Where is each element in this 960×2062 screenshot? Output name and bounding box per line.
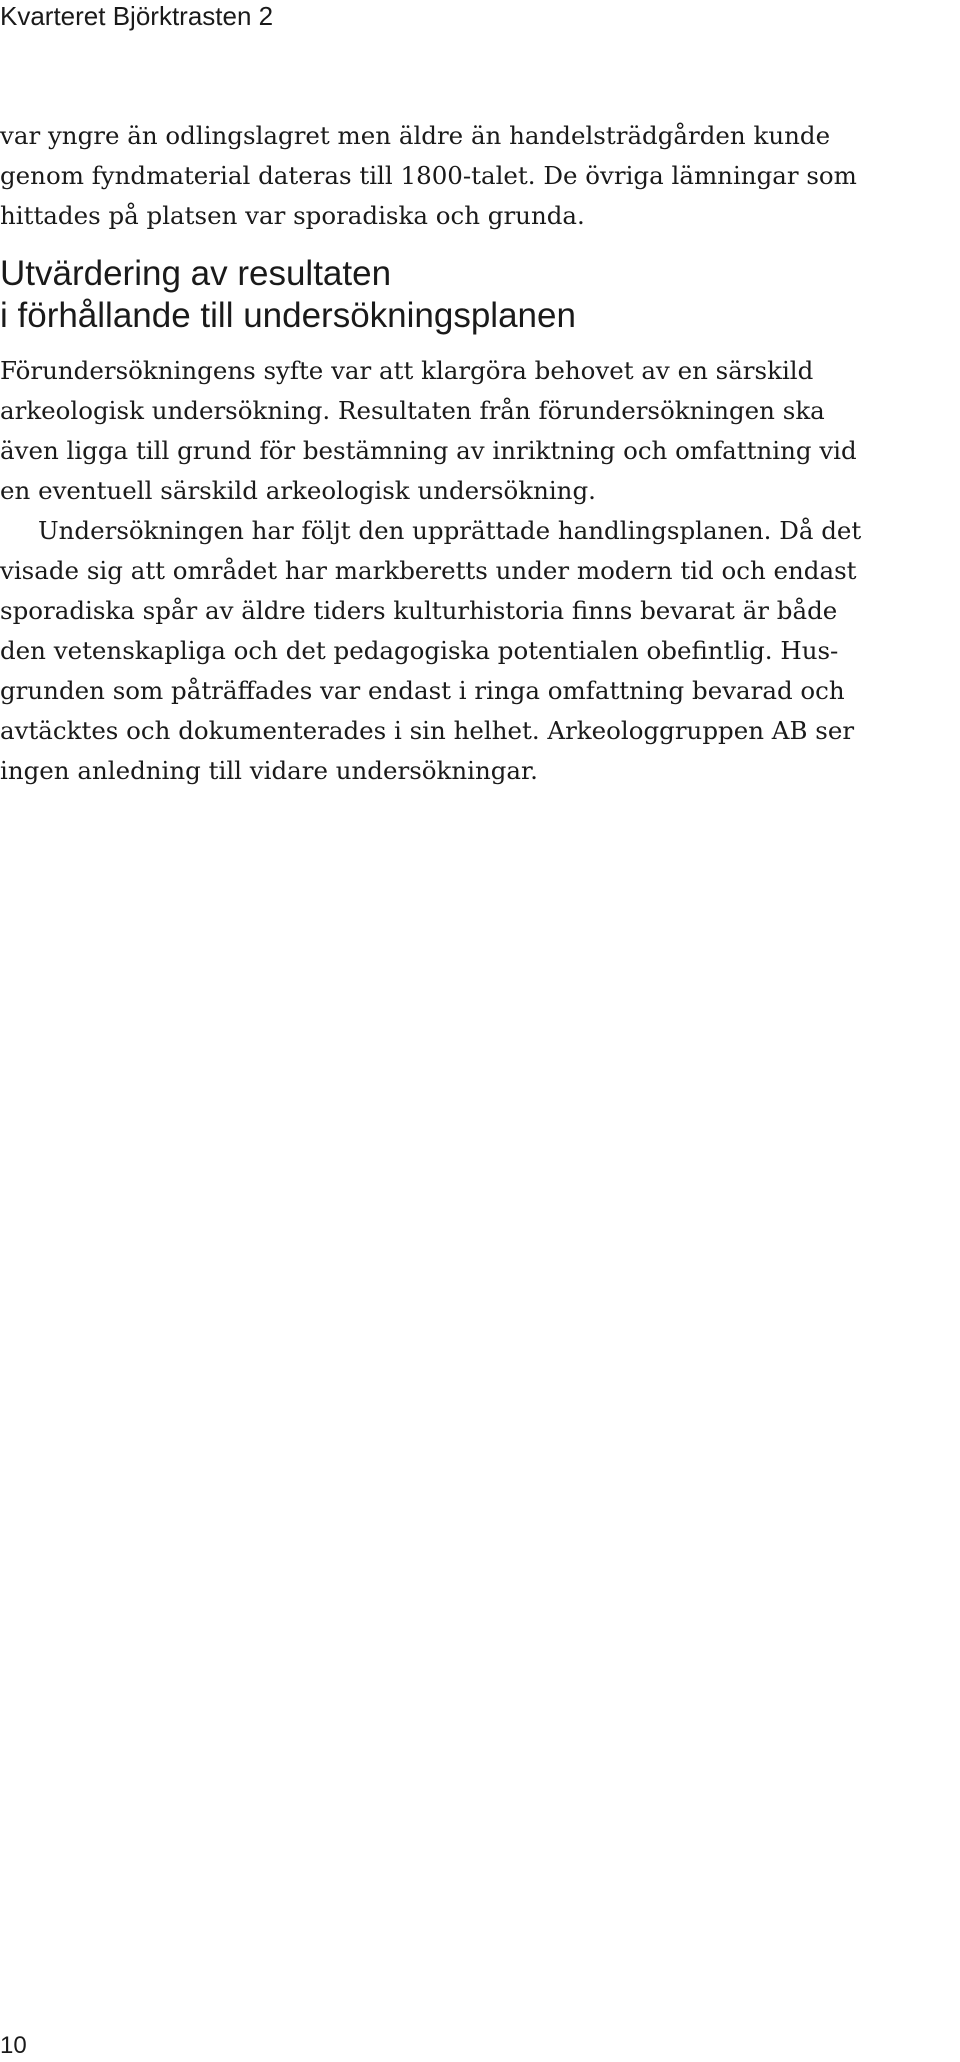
paragraph-line: även ligga till grund för bestämning av inriktning och omfattning vid: [0, 436, 857, 465]
paragraph-line: var yngre än odlingslagret men äldre än handelsträdgården kunde: [0, 121, 831, 150]
paragraph-line: Förundersökningens syfte var att klargöra behovet av en särskild: [0, 356, 814, 385]
paragraph-line: hittades på platsen var sporadiska och grunda.: [0, 201, 585, 230]
body-paragraph-2: [0, 511, 960, 791]
paragraph-line: en eventuell särskild arkeologisk undersökning.: [0, 476, 596, 505]
body-paragraph-1: [0, 351, 960, 511]
running-header: Kvarteret Björktrasten 2: [0, 1, 274, 31]
paragraph-line: Undersökningen har följt den upprättade handlingsplanen. Då det: [38, 516, 862, 545]
paragraph-line: grunden som påträffades var endast i ringa omfattning bevarad och: [0, 676, 845, 705]
heading-line: Utvärdering av resultaten: [0, 254, 392, 293]
intro-paragraph: [0, 116, 960, 236]
section-heading: [0, 253, 576, 337]
paragraph-line: genom fyndmaterial dateras till 1800-talet. De övriga lämningar som: [0, 161, 857, 190]
paragraph-line: sporadiska spår av äldre tiders kulturhistoria finns bevarat är både: [0, 596, 838, 625]
page-number: 10: [0, 2032, 27, 2059]
heading-line: i förhållande till undersökningsplanen: [0, 296, 576, 335]
paragraph-line: den vetenskapliga och det pedagogiska potentialen obefintlig. Hus-: [0, 636, 839, 665]
paragraph-line: arkeologisk undersökning. Resultaten från förundersökningen ska: [0, 396, 825, 425]
paragraph-line: ingen anledning till vidare undersökningar.: [0, 756, 538, 785]
paragraph-line: avtäcktes och dokumenterades i sin helhet. Arkeologgruppen AB ser: [0, 716, 855, 745]
paragraph-line: visade sig att området har markberetts under modern tid och endast: [0, 556, 857, 585]
